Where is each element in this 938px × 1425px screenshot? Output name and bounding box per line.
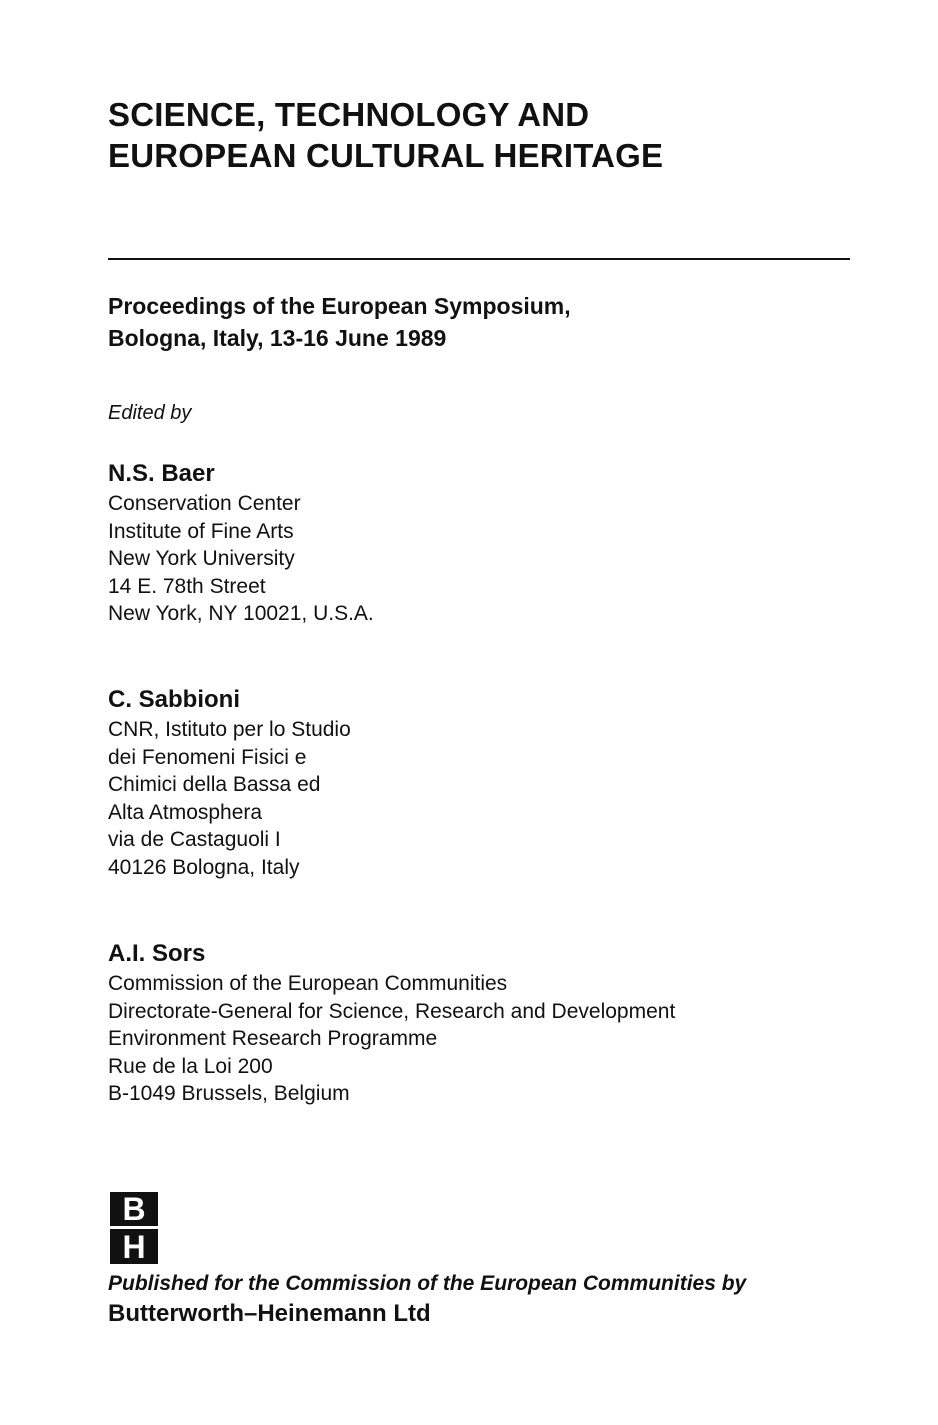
editor-address <box>108 716 351 881</box>
address-line: Conservation Center <box>108 492 301 515</box>
published-for-line: Published for the Commission of the European Communities by <box>108 1272 747 1295</box>
publisher-name: Butterworth–Heinemann Ltd <box>108 1300 431 1327</box>
logo-letter-h: H <box>122 1229 146 1264</box>
address-line: Chimici della Bassa ed <box>108 773 321 796</box>
address-line: Rue de la Loi 200 <box>108 1054 273 1078</box>
proceedings-subtitle <box>108 290 571 354</box>
editor-block <box>108 684 351 881</box>
address-line: Commission of the European Communities <box>108 972 508 995</box>
address-line: 40126 Bologna, Italy <box>108 855 300 879</box>
horizontal-rule <box>108 258 850 260</box>
edited-by-label: Edited by <box>108 402 192 424</box>
address-line: Institute of Fine Arts <box>108 519 294 543</box>
editor-address <box>108 970 675 1108</box>
book-title-line-2: EUROPEAN CULTURAL HERITAGE <box>108 137 664 174</box>
book-title-line-1: SCIENCE, TECHNOLOGY AND <box>108 96 590 133</box>
editor-name: C. Sabbioni <box>108 686 240 713</box>
editor-name: N.S. Baer <box>108 460 215 487</box>
butterworth-heinemann-logo-icon <box>110 1192 158 1264</box>
subtitle-line-1: Proceedings of the European Symposium, <box>108 293 571 319</box>
address-line: New York, NY 10021, U.S.A. <box>108 602 374 625</box>
address-line: 14 E. 78th Street <box>108 574 266 598</box>
book-title <box>108 94 663 176</box>
address-line: New York University <box>108 547 295 570</box>
address-line: Directorate-General for Science, Research and Development <box>108 999 676 1023</box>
subtitle-line-2: Bologna, Italy, 13-16 June 1989 <box>108 325 447 351</box>
address-line: Alta Atmosphera <box>108 800 263 824</box>
logo-letter-b: B <box>122 1192 146 1227</box>
editor-block <box>108 938 675 1108</box>
editor-address <box>108 490 374 628</box>
address-line: CNR, Istituto per lo Studio <box>108 718 351 741</box>
address-line: via de Castaguoli I <box>108 828 281 851</box>
address-line: Environment Research Programme <box>108 1027 438 1050</box>
address-line: B-1049 Brussels, Belgium <box>108 1082 350 1105</box>
editor-name: A.I. Sors <box>108 940 206 967</box>
editor-block <box>108 458 374 628</box>
address-line: dei Fenomeni Fisici e <box>108 745 307 769</box>
